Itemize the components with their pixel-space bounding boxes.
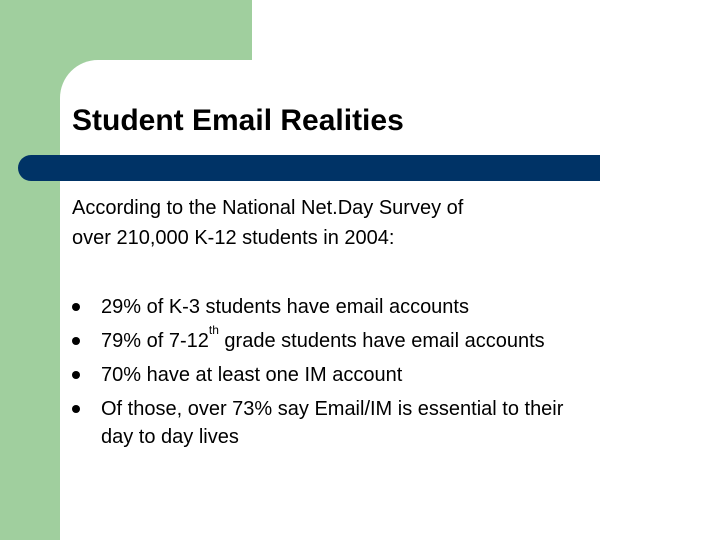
bullet-dot-icon <box>72 371 80 379</box>
intro-line-1: According to the National Net.Day Survey of <box>72 197 464 219</box>
bullet-item <box>72 395 692 451</box>
bullet-item <box>72 323 692 355</box>
bullet-text-start: 79% of 7-12 <box>101 330 209 352</box>
bullet-text-end: grade students have email accounts <box>218 330 545 352</box>
intro-line-2: over 210,000 K-12 students in 2004: <box>72 227 395 249</box>
ordinal-superscript: th <box>208 323 219 337</box>
intro-text <box>72 193 632 253</box>
bullet-dot-icon <box>72 303 80 311</box>
bullet-text-line-1: Of those, over 73% say Email/IM is essential to their <box>101 398 564 420</box>
bullet-dot-icon <box>72 405 80 413</box>
slide-title: Student Email Realities <box>72 104 404 137</box>
bullet-item <box>72 293 692 321</box>
bullet-text-line-2: day to day lives <box>101 426 239 448</box>
bullet-dot-icon <box>72 337 80 345</box>
bullet-text: 70% have at least one IM account <box>101 364 403 386</box>
title-underline-bar <box>18 155 600 181</box>
bullet-text: 29% of K-3 students have email accounts <box>101 296 469 318</box>
bullet-list <box>72 293 692 451</box>
bullet-item <box>72 361 692 389</box>
